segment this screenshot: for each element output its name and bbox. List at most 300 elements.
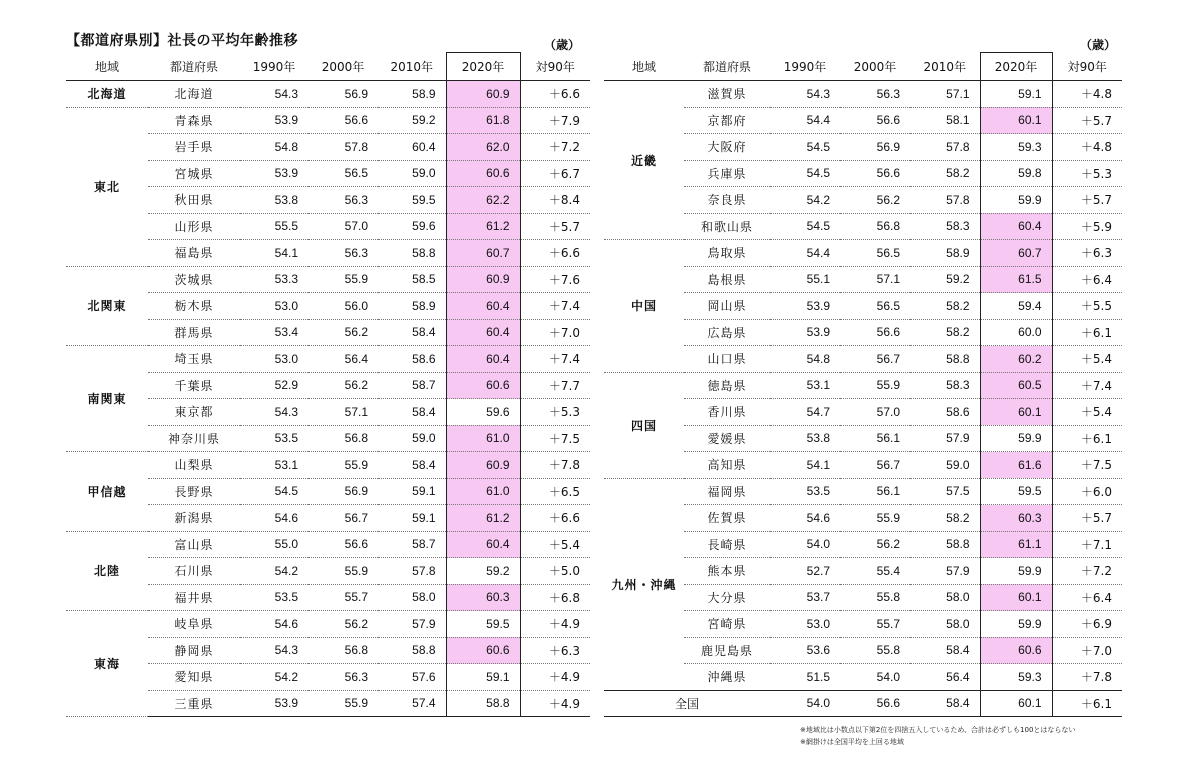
value-2020: 60.6 [446, 637, 520, 664]
value-2020: 61.8 [446, 107, 520, 134]
diff-vs-1990: ＋6.8 [520, 584, 590, 611]
diff-vs-1990: ＋6.1 [1052, 319, 1122, 346]
value-2000: 56.2 [308, 372, 378, 399]
value-1990: 53.5 [240, 425, 308, 452]
value-1990: 53.9 [770, 293, 840, 320]
region-name: 北陸 [66, 531, 148, 611]
value-2010: 58.2 [910, 319, 980, 346]
diff-vs-1990: ＋6.0 [1052, 478, 1122, 505]
value-2010: 57.8 [378, 558, 446, 585]
value-2000: 56.9 [308, 478, 378, 505]
prefecture-cell: 山口県 [684, 346, 770, 373]
value-2020: 60.1 [980, 107, 1052, 134]
page-title: 【都道府県別】社長の平均年齢推移 [66, 33, 298, 49]
value-2000: 56.0 [308, 293, 378, 320]
value-1990: 53.8 [770, 425, 840, 452]
prefecture-cell: 茨城県 [148, 266, 240, 293]
column-header: 1990年 [240, 53, 308, 81]
value-1990: 53.3 [240, 266, 308, 293]
diff-vs-1990: ＋4.9 [520, 690, 590, 717]
total-y2020: 60.1 [980, 690, 1052, 717]
header-row [66, 53, 590, 81]
value-2020: 60.9 [446, 452, 520, 479]
value-1990: 54.3 [240, 637, 308, 664]
value-1990: 53.8 [240, 187, 308, 214]
diff-vs-1990: ＋5.3 [520, 399, 590, 426]
prefecture-cell: 滋賀県 [684, 81, 770, 108]
diff-vs-1990: ＋5.7 [1052, 505, 1122, 532]
value-2020: 59.9 [980, 187, 1052, 214]
diff-vs-1990: ＋4.9 [520, 664, 590, 691]
value-2010: 59.6 [378, 213, 446, 240]
prefecture-cell: 福島県 [148, 240, 240, 267]
value-2000: 56.1 [840, 425, 910, 452]
value-1990: 53.4 [240, 319, 308, 346]
value-2010: 58.4 [910, 637, 980, 664]
value-2010: 58.2 [910, 160, 980, 187]
value-2020: 60.0 [980, 319, 1052, 346]
value-2020: 60.9 [446, 81, 520, 108]
diff-vs-1990: ＋7.2 [520, 134, 590, 161]
prefecture-cell: 徳島県 [684, 372, 770, 399]
diff-vs-1990: ＋7.4 [520, 293, 590, 320]
prefecture-cell: 長野県 [148, 478, 240, 505]
prefecture-cell: 福井県 [148, 584, 240, 611]
region-name: 東海 [66, 611, 148, 717]
value-2010: 58.2 [910, 505, 980, 532]
value-2020: 60.6 [980, 637, 1052, 664]
prefecture-cell: 島根県 [684, 266, 770, 293]
value-2020: 61.1 [980, 531, 1052, 558]
value-1990: 52.7 [770, 558, 840, 585]
value-2020: 60.6 [446, 372, 520, 399]
value-2000: 56.6 [840, 107, 910, 134]
value-1990: 54.0 [770, 531, 840, 558]
value-2000: 55.8 [840, 584, 910, 611]
value-2020: 59.1 [446, 664, 520, 691]
value-1990: 54.3 [240, 81, 308, 108]
prefecture-cell: 鳥取県 [684, 240, 770, 267]
value-2010: 59.0 [378, 425, 446, 452]
prefecture-cell: 高知県 [684, 452, 770, 479]
value-2010: 59.2 [378, 107, 446, 134]
value-2010: 58.8 [910, 346, 980, 373]
value-2000: 56.5 [308, 160, 378, 187]
prefecture-cell: 岡山県 [684, 293, 770, 320]
prefecture-cell: 長崎県 [684, 531, 770, 558]
value-2000: 56.2 [308, 319, 378, 346]
value-1990: 54.6 [240, 611, 308, 638]
value-2010: 58.9 [378, 81, 446, 108]
header-row [604, 53, 1122, 81]
diff-vs-1990: ＋6.3 [1052, 240, 1122, 267]
value-2000: 56.6 [308, 531, 378, 558]
value-2010: 58.8 [910, 531, 980, 558]
value-1990: 53.9 [240, 107, 308, 134]
value-1990: 54.5 [770, 134, 840, 161]
table-row [604, 81, 1122, 108]
diff-vs-1990: ＋7.2 [1052, 558, 1122, 585]
value-1990: 53.9 [770, 319, 840, 346]
diff-vs-1990: ＋5.5 [1052, 293, 1122, 320]
value-2000: 55.7 [840, 611, 910, 638]
column-header: 都道府県 [684, 53, 770, 81]
value-1990: 53.0 [770, 611, 840, 638]
value-1990: 54.1 [240, 240, 308, 267]
value-1990: 53.0 [240, 346, 308, 373]
prefecture-cell: 福岡県 [684, 478, 770, 505]
value-2000: 57.1 [840, 266, 910, 293]
value-1990: 53.9 [240, 690, 308, 717]
value-2010: 58.5 [378, 266, 446, 293]
prefecture-cell: 鹿児島県 [684, 637, 770, 664]
region-name: 四国 [604, 372, 684, 478]
value-1990: 53.9 [240, 160, 308, 187]
column-header: 2020年 [980, 53, 1052, 81]
value-2020: 61.5 [980, 266, 1052, 293]
total-label: 全国 [604, 690, 770, 717]
unit-label-left: （歳） [544, 38, 581, 52]
total-y1990: 54.0 [770, 690, 840, 717]
value-2010: 58.4 [378, 399, 446, 426]
value-2000: 56.8 [840, 213, 910, 240]
value-2020: 59.2 [446, 558, 520, 585]
diff-vs-1990: ＋7.0 [1052, 637, 1122, 664]
value-2000: 56.9 [308, 81, 378, 108]
total-y2010: 58.4 [910, 690, 980, 717]
table-row [66, 531, 590, 558]
value-2010: 59.1 [378, 478, 446, 505]
diff-vs-1990: ＋6.6 [520, 505, 590, 532]
column-header: 2000年 [840, 53, 910, 81]
value-2010: 59.5 [378, 187, 446, 214]
footnote: ※地域比は小数点以下第2位を四捨五入しているため、合計は必ずしも100とはならない [800, 726, 1076, 734]
value-2000: 56.3 [308, 240, 378, 267]
column-header: 2010年 [910, 53, 980, 81]
value-2000: 57.1 [308, 399, 378, 426]
value-1990: 55.1 [770, 266, 840, 293]
value-2000: 57.0 [308, 213, 378, 240]
value-2010: 58.9 [910, 240, 980, 267]
value-1990: 54.8 [240, 134, 308, 161]
value-2020: 59.6 [446, 399, 520, 426]
diff-vs-1990: ＋5.9 [1052, 213, 1122, 240]
total-row [604, 690, 1122, 717]
value-2000: 55.9 [308, 452, 378, 479]
region-name: 北海道 [66, 81, 148, 108]
right-table-body [604, 81, 1122, 717]
value-2010: 58.0 [910, 611, 980, 638]
region-name: 北関東 [66, 266, 148, 346]
value-2000: 56.1 [840, 478, 910, 505]
value-2000: 55.7 [308, 584, 378, 611]
value-2000: 56.4 [308, 346, 378, 373]
value-1990: 53.7 [770, 584, 840, 611]
prefecture-cell: 愛知県 [148, 664, 240, 691]
value-1990: 53.5 [770, 478, 840, 505]
value-1990: 53.6 [770, 637, 840, 664]
prefecture-cell: 宮崎県 [684, 611, 770, 638]
value-2000: 56.7 [840, 452, 910, 479]
table-row [604, 372, 1122, 399]
diff-vs-1990: ＋7.6 [520, 266, 590, 293]
value-1990: 52.9 [240, 372, 308, 399]
value-1990: 54.1 [770, 452, 840, 479]
value-2020: 60.4 [446, 293, 520, 320]
diff-vs-1990: ＋7.0 [520, 319, 590, 346]
region-name: 中国 [604, 240, 684, 373]
value-2020: 58.8 [446, 690, 520, 717]
diff-vs-1990: ＋7.9 [520, 107, 590, 134]
prefecture-cell: 岐阜県 [148, 611, 240, 638]
table-row [66, 452, 590, 479]
value-2010: 58.7 [378, 531, 446, 558]
unit-label-right: （歳） [1080, 38, 1117, 52]
diff-vs-1990: ＋7.8 [1052, 664, 1122, 691]
value-2000: 57.0 [840, 399, 910, 426]
prefecture-cell: 沖縄県 [684, 664, 770, 691]
diff-vs-1990: ＋7.8 [520, 452, 590, 479]
value-1990: 53.0 [240, 293, 308, 320]
column-header: 2000年 [308, 53, 378, 81]
value-2020: 60.4 [446, 346, 520, 373]
prefecture-cell: 宮城県 [148, 160, 240, 187]
value-2000: 55.9 [308, 266, 378, 293]
column-header: 2020年 [446, 53, 520, 81]
value-1990: 54.3 [770, 81, 840, 108]
value-2000: 54.0 [840, 664, 910, 691]
total-y2000: 56.6 [840, 690, 910, 717]
value-1990: 54.7 [770, 399, 840, 426]
diff-vs-1990: ＋6.6 [520, 81, 590, 108]
value-1990: 54.2 [770, 187, 840, 214]
value-2000: 56.6 [840, 160, 910, 187]
value-2020: 59.5 [980, 478, 1052, 505]
value-2020: 59.3 [980, 664, 1052, 691]
value-2020: 61.6 [980, 452, 1052, 479]
diff-vs-1990: ＋5.3 [1052, 160, 1122, 187]
value-2020: 62.0 [446, 134, 520, 161]
left-table [66, 52, 590, 717]
value-2020: 61.0 [446, 425, 520, 452]
value-2010: 57.8 [910, 134, 980, 161]
value-1990: 54.3 [240, 399, 308, 426]
value-2020: 60.2 [980, 346, 1052, 373]
column-header: 対90年 [1052, 53, 1122, 81]
value-2010: 58.4 [378, 319, 446, 346]
value-2010: 58.3 [910, 213, 980, 240]
diff-vs-1990: ＋6.4 [1052, 266, 1122, 293]
value-2010: 59.0 [910, 452, 980, 479]
value-2000: 56.6 [840, 319, 910, 346]
diff-vs-1990: ＋5.7 [1052, 107, 1122, 134]
value-2020: 61.0 [446, 478, 520, 505]
value-2000: 56.6 [308, 107, 378, 134]
value-1990: 55.5 [240, 213, 308, 240]
prefecture-cell: 静岡県 [148, 637, 240, 664]
diff-vs-1990: ＋6.5 [520, 478, 590, 505]
value-2000: 55.8 [840, 637, 910, 664]
diff-vs-1990: ＋5.7 [1052, 187, 1122, 214]
value-2010: 57.5 [910, 478, 980, 505]
prefecture-cell: 大阪府 [684, 134, 770, 161]
diff-vs-1990: ＋4.9 [520, 611, 590, 638]
value-2010: 57.4 [378, 690, 446, 717]
value-2020: 60.4 [446, 319, 520, 346]
prefecture-cell: 神奈川県 [148, 425, 240, 452]
value-2010: 57.9 [910, 558, 980, 585]
diff-vs-1990: ＋5.4 [1052, 346, 1122, 373]
value-2000: 56.7 [840, 346, 910, 373]
value-2000: 55.9 [840, 505, 910, 532]
prefecture-cell: 岩手県 [148, 134, 240, 161]
prefecture-cell: 栃木県 [148, 293, 240, 320]
value-1990: 54.5 [240, 478, 308, 505]
value-2020: 60.7 [446, 240, 520, 267]
prefecture-cell: 広島県 [684, 319, 770, 346]
value-2000: 56.9 [840, 134, 910, 161]
value-2010: 59.0 [378, 160, 446, 187]
value-2000: 56.2 [840, 187, 910, 214]
value-2020: 60.4 [446, 531, 520, 558]
footnote: ※網掛けは全国平均を上回る地域 [800, 738, 904, 746]
value-2010: 59.2 [910, 266, 980, 293]
value-2000: 55.9 [308, 690, 378, 717]
prefecture-cell: 秋田県 [148, 187, 240, 214]
value-2010: 58.3 [910, 372, 980, 399]
value-2000: 55.9 [840, 372, 910, 399]
diff-vs-1990: ＋7.4 [1052, 372, 1122, 399]
value-2000: 56.5 [840, 293, 910, 320]
value-2000: 56.8 [308, 425, 378, 452]
prefecture-cell: 大分県 [684, 584, 770, 611]
diff-vs-1990: ＋6.3 [520, 637, 590, 664]
total-diff: ＋6.1 [1052, 690, 1122, 717]
column-header: 1990年 [770, 53, 840, 81]
value-2010: 58.2 [910, 293, 980, 320]
value-2010: 56.4 [910, 664, 980, 691]
value-2010: 58.8 [378, 637, 446, 664]
table-row [66, 107, 590, 134]
column-header: 地域 [66, 53, 148, 81]
value-1990: 55.0 [240, 531, 308, 558]
value-2020: 62.2 [446, 187, 520, 214]
value-1990: 54.4 [770, 240, 840, 267]
value-2010: 58.6 [378, 346, 446, 373]
value-2000: 55.9 [308, 558, 378, 585]
value-2010: 58.9 [378, 293, 446, 320]
value-2010: 57.6 [378, 664, 446, 691]
diff-vs-1990: ＋5.0 [520, 558, 590, 585]
value-2000: 57.8 [308, 134, 378, 161]
value-2010: 58.7 [378, 372, 446, 399]
diff-vs-1990: ＋8.4 [520, 187, 590, 214]
region-name: 甲信越 [66, 452, 148, 532]
value-1990: 54.2 [240, 664, 308, 691]
value-1990: 54.4 [770, 107, 840, 134]
prefecture-cell: 埼玉県 [148, 346, 240, 373]
column-header: 地域 [604, 53, 684, 81]
value-2020: 59.9 [980, 611, 1052, 638]
prefecture-cell: 熊本県 [684, 558, 770, 585]
value-2020: 59.3 [980, 134, 1052, 161]
diff-vs-1990: ＋5.4 [520, 531, 590, 558]
value-2020: 60.1 [980, 399, 1052, 426]
value-2020: 60.6 [446, 160, 520, 187]
value-2020: 60.3 [980, 505, 1052, 532]
prefecture-cell: 群馬県 [148, 319, 240, 346]
prefecture-cell: 山梨県 [148, 452, 240, 479]
value-2000: 56.8 [308, 637, 378, 664]
diff-vs-1990: ＋6.7 [520, 160, 590, 187]
value-2010: 57.1 [910, 81, 980, 108]
column-header: 対90年 [520, 53, 590, 81]
prefecture-cell: 富山県 [148, 531, 240, 558]
value-2020: 59.9 [980, 558, 1052, 585]
value-1990: 53.1 [240, 452, 308, 479]
value-2020: 60.3 [446, 584, 520, 611]
value-1990: 51.5 [770, 664, 840, 691]
prefecture-cell: 愛媛県 [684, 425, 770, 452]
value-2010: 57.9 [910, 425, 980, 452]
diff-vs-1990: ＋6.4 [1052, 584, 1122, 611]
prefecture-cell: 石川県 [148, 558, 240, 585]
column-header: 2010年 [378, 53, 446, 81]
table-row [66, 611, 590, 638]
value-1990: 54.6 [240, 505, 308, 532]
table-row [66, 266, 590, 293]
diff-vs-1990: ＋5.4 [1052, 399, 1122, 426]
value-2010: 58.6 [910, 399, 980, 426]
value-2010: 59.1 [378, 505, 446, 532]
value-2020: 59.9 [980, 425, 1052, 452]
region-name: 南関東 [66, 346, 148, 452]
prefecture-cell: 佐賀県 [684, 505, 770, 532]
column-header: 都道府県 [148, 53, 240, 81]
region-name: 東北 [66, 107, 148, 266]
region-name: 近畿 [604, 81, 684, 240]
left-table-body [66, 81, 590, 717]
footnotes [800, 724, 1075, 748]
prefecture-cell: 和歌山県 [684, 213, 770, 240]
prefecture-cell: 千葉県 [148, 372, 240, 399]
prefecture-cell: 三重県 [148, 690, 240, 717]
table-row [66, 346, 590, 373]
value-2010: 57.8 [910, 187, 980, 214]
value-1990: 53.1 [770, 372, 840, 399]
prefecture-cell: 兵庫県 [684, 160, 770, 187]
value-1990: 54.2 [240, 558, 308, 585]
value-2020: 60.9 [446, 266, 520, 293]
value-2010: 57.9 [378, 611, 446, 638]
value-2020: 59.8 [980, 160, 1052, 187]
table-row [604, 478, 1122, 505]
diff-vs-1990: ＋6.9 [1052, 611, 1122, 638]
table-row [66, 81, 590, 108]
diff-vs-1990: ＋7.4 [520, 346, 590, 373]
value-2020: 60.5 [980, 372, 1052, 399]
prefecture-cell: 香川県 [684, 399, 770, 426]
value-2020: 60.1 [980, 584, 1052, 611]
value-2010: 58.4 [378, 452, 446, 479]
diff-vs-1990: ＋4.8 [1052, 134, 1122, 161]
value-2020: 61.2 [446, 505, 520, 532]
diff-vs-1990: ＋7.1 [1052, 531, 1122, 558]
value-1990: 54.5 [770, 213, 840, 240]
prefecture-cell: 北海道 [148, 81, 240, 108]
value-2000: 56.3 [308, 187, 378, 214]
value-2000: 56.2 [308, 611, 378, 638]
